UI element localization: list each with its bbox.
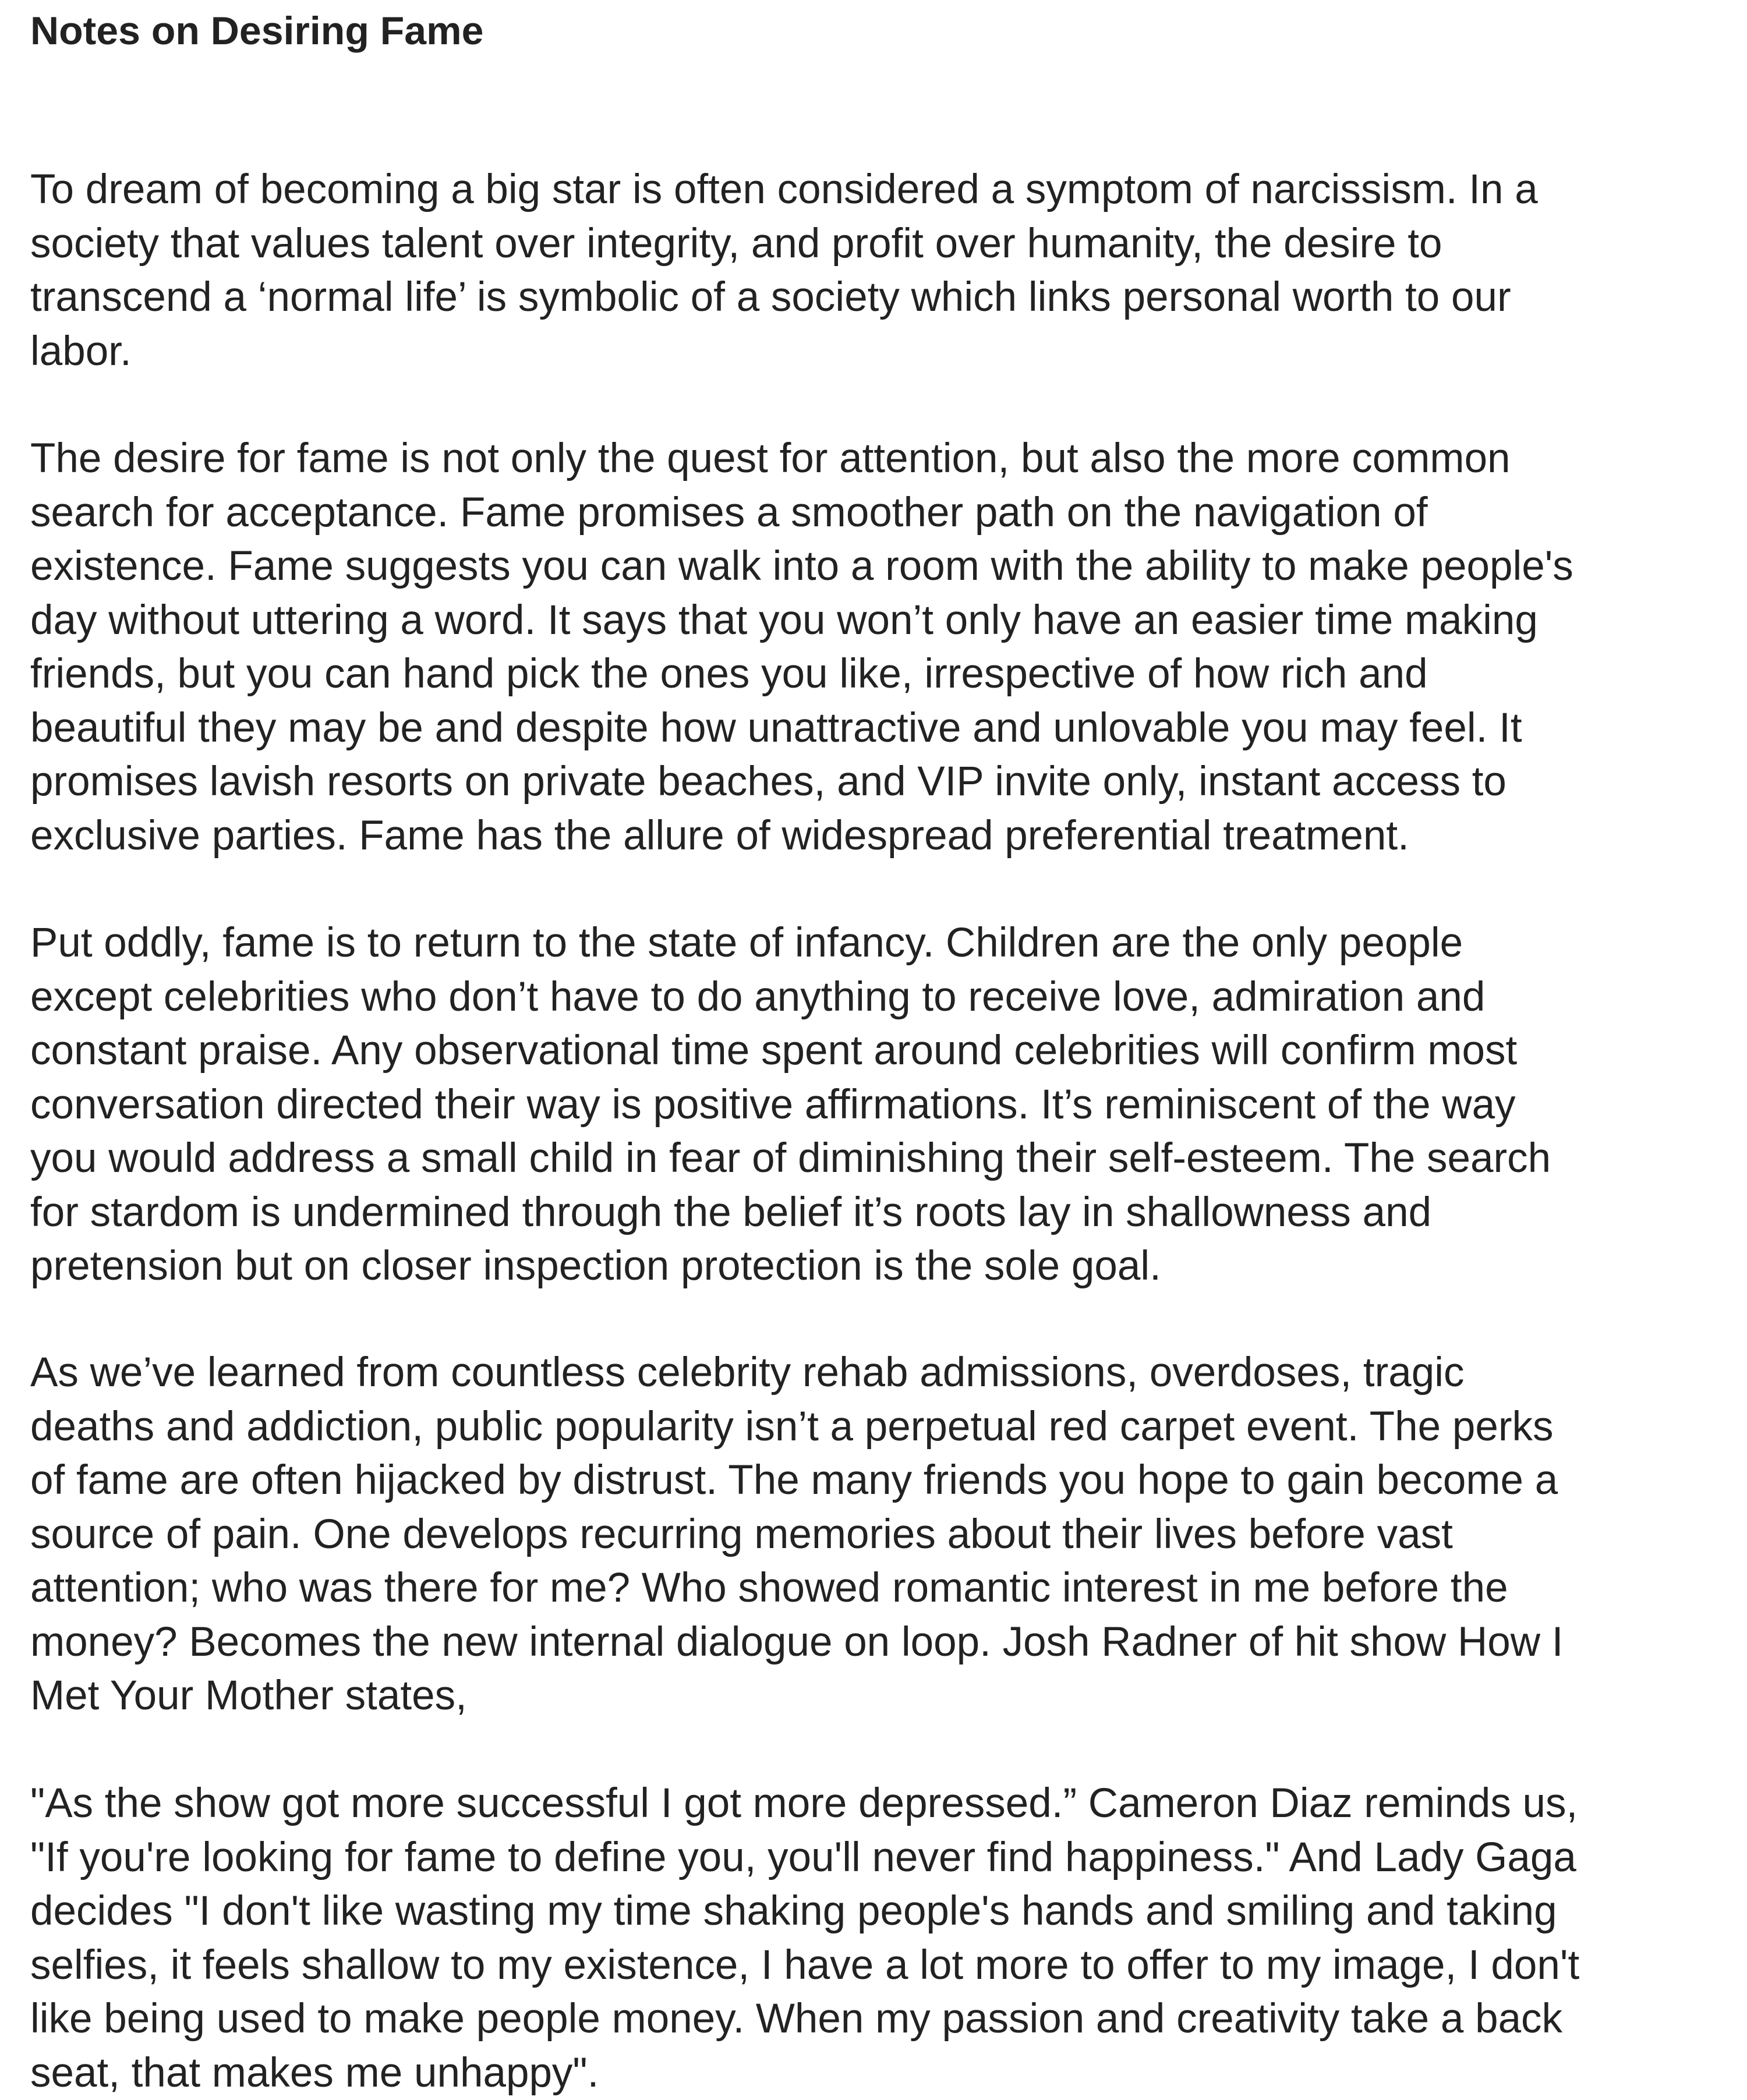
- paragraph-3: [30, 916, 1551, 1294]
- text-line: As we’ve learned from countless celebrity rehab admissions, overdoses, tragic: [30, 1346, 1563, 1400]
- text-line: existence. Fame suggests you can walk into a room with the ability to make people's: [30, 540, 1573, 594]
- text-line: Met Your Mother states,: [30, 1669, 1563, 1723]
- text-line: conversation directed their way is positive affirmations. It’s reminiscent of the way: [30, 1078, 1551, 1132]
- text-line: Put oddly, fame is to return to the state of infancy. Children are the only people: [30, 916, 1551, 971]
- text-line: you would address a small child in fear of diminishing their self-esteem. The search: [30, 1132, 1551, 1186]
- text-line: search for acceptance. Fame promises a smoother path on the navigation of: [30, 486, 1573, 540]
- text-line: labor.: [30, 325, 1538, 379]
- text-line: transcend a ‘normal life’ is symbolic of a society which links personal worth to our: [30, 271, 1538, 325]
- paragraph-1: [30, 163, 1538, 378]
- text-line: The desire for fame is not only the quest for attention, but also the more common: [30, 432, 1573, 486]
- paragraph-2: [30, 432, 1573, 863]
- text-line: deaths and addiction, public popularity isn’t a perpetual red carpet event. The perks: [30, 1400, 1563, 1454]
- text-line: source of pain. One develops recurring memories about their lives before vast: [30, 1508, 1563, 1562]
- text-line: "If you're looking for fame to define you, you'll never find happiness." And Lady Gaga: [30, 1831, 1579, 1885]
- paragraph-5: [30, 1777, 1579, 2100]
- text-line: attention; who was there for me? Who showed romantic interest in me before the: [30, 1561, 1563, 1616]
- text-line: friends, but you can hand pick the ones you like, irrespective of how rich and: [30, 647, 1573, 702]
- text-line: society that values talent over integrity, and profit over humanity, the desire to: [30, 217, 1538, 271]
- text-line: beautiful they may be and despite how unattractive and unlovable you may feel. It: [30, 702, 1573, 756]
- text-line: like being used to make people money. When my passion and creativity take a back: [30, 1992, 1579, 2046]
- text-line: seat, that makes me unhappy".: [30, 2046, 1579, 2100]
- text-line: pretension but on closer inspection protection is the sole goal.: [30, 1240, 1551, 1294]
- text-line: selfies, it feels shallow to my existence, I have a lot more to offer to my image, I don't: [30, 1939, 1579, 1993]
- text-line: except celebrities who don’t have to do anything to receive love, admiration and: [30, 971, 1551, 1025]
- text-line: promises lavish resorts on private beaches, and VIP invite only, instant access to: [30, 755, 1573, 809]
- document-title: Notes on Desiring Fame: [30, 5, 483, 57]
- text-line: of fame are often hijacked by distrust. The many friends you hope to gain become a: [30, 1454, 1563, 1508]
- text-line: for stardom is undermined through the belief it’s roots lay in shallowness and: [30, 1186, 1551, 1240]
- text-line: "As the show got more successful I got more depressed.” Cameron Diaz reminds us,: [30, 1777, 1579, 1831]
- text-line: To dream of becoming a big star is often considered a symptom of narcissism. In a: [30, 163, 1538, 217]
- text-line: constant praise. Any observational time spent around celebrities will confirm most: [30, 1024, 1551, 1078]
- paragraph-4: [30, 1346, 1563, 1723]
- text-line: day without uttering a word. It says that you won’t only have an easier time making: [30, 594, 1573, 648]
- text-line: exclusive parties. Fame has the allure of widespread preferential treatment.: [30, 809, 1573, 863]
- text-line: money? Becomes the new internal dialogue on loop. Josh Radner of hit show How I: [30, 1616, 1563, 1670]
- text-line: decides "I don't like wasting my time shaking people's hands and smiling and taking: [30, 1885, 1579, 1939]
